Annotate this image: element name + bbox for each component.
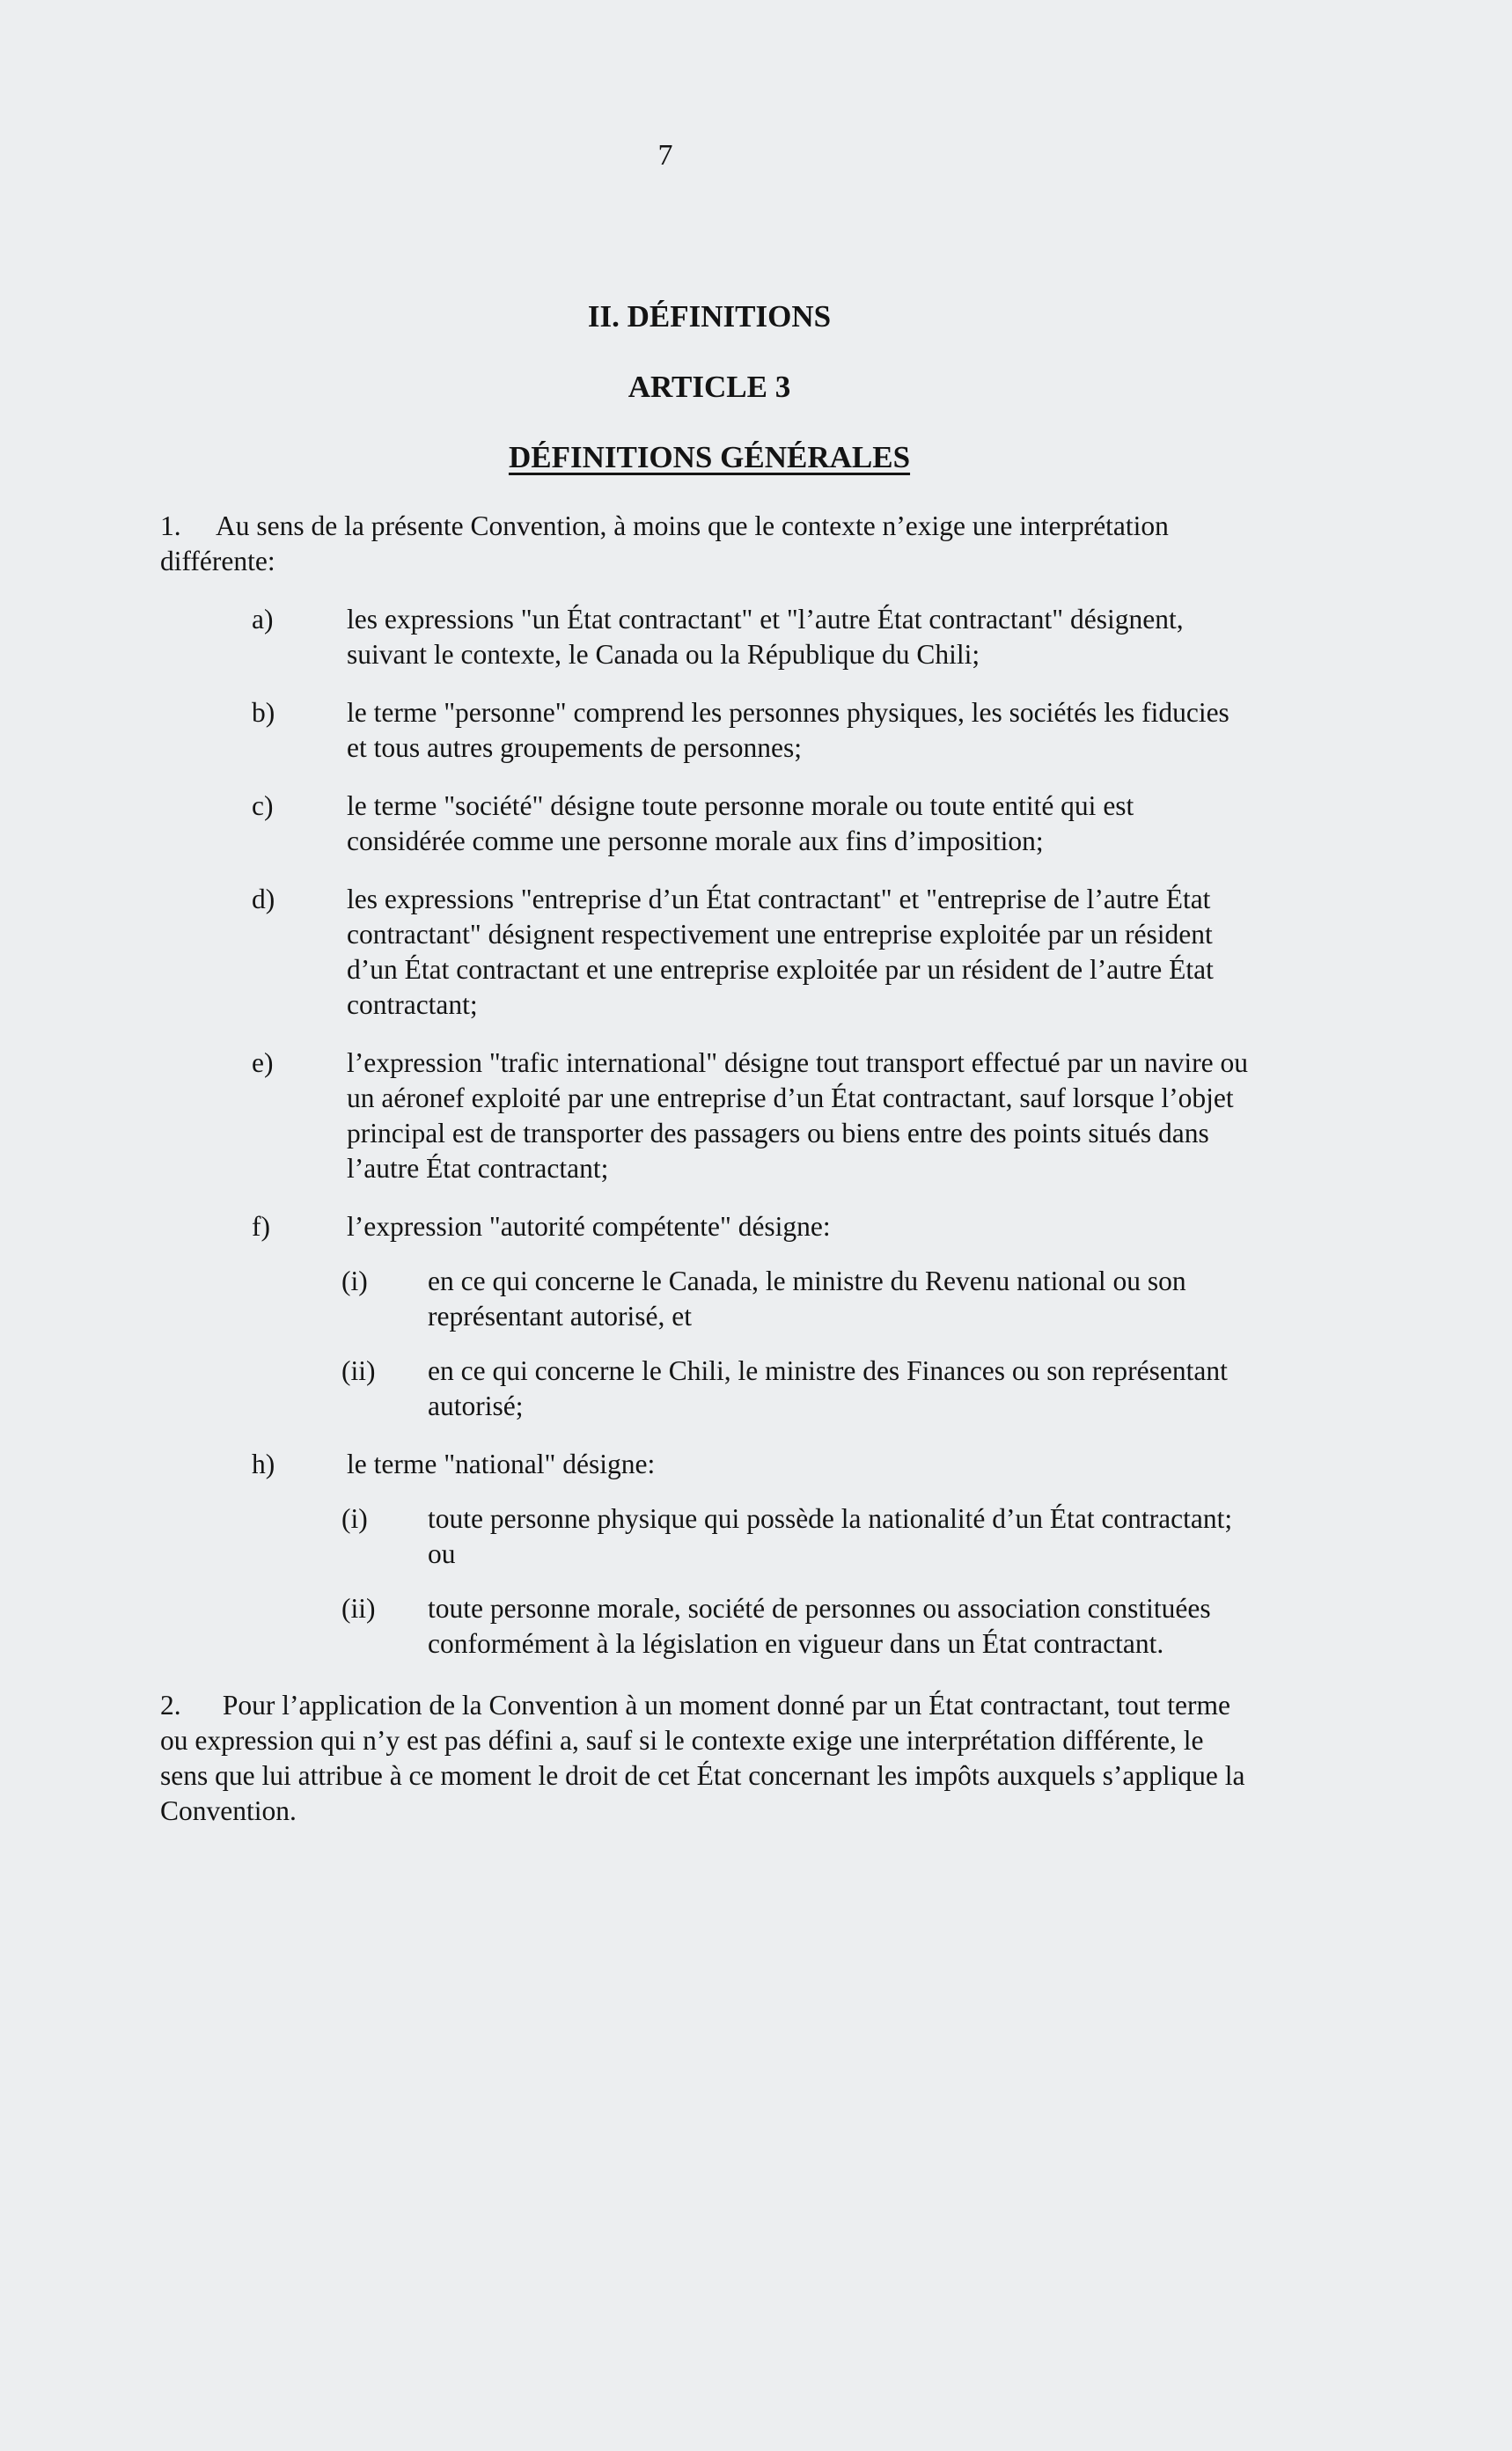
subitem-text: en ce qui concerne le Canada, le ministre du Revenu national ou son représentant autorisé, et (428, 1266, 1186, 1332)
definition-item-f (160, 1209, 1251, 1244)
subitem-label: (i) (341, 1266, 368, 1296)
item-text: l’expression "autorité compétente" désigne: (347, 1211, 831, 1242)
item-label: c) (252, 790, 274, 821)
item-text: le terme "national" désigne: (347, 1449, 656, 1479)
paragraph-1-number: 1. (160, 510, 181, 541)
definition-item-d (160, 882, 1251, 1023)
paragraph-2 (160, 1688, 1251, 1829)
item-label: h) (252, 1449, 275, 1479)
definition-item-b (160, 695, 1251, 766)
definition-subitem-h-i (160, 1501, 1251, 1572)
paragraph-2-number: 2. (160, 1690, 181, 1721)
subitem-label: (i) (341, 1503, 368, 1534)
article-subtitle-wrapper (0, 440, 1419, 475)
item-label: d) (252, 884, 275, 914)
item-label: f) (252, 1211, 270, 1242)
item-text: le terme "société" désigne toute personne morale ou toute entité qui est considérée comme une personne morale aux fins d’imposition; (347, 790, 1134, 856)
paragraph-2-body: Pour l’application de la Convention à un moment donné par un État contractant, tout terme ou expression qui n’y est pas défini a, sauf si le contexte exige une interprétation différente, le sens que lui attribue à ce moment le droit de cet État concernant les impôts auxquels s’applique la Convention. (160, 1690, 1245, 1826)
definition-item-e (160, 1046, 1251, 1186)
item-label: e) (252, 1047, 274, 1078)
paragraph-1-text (160, 509, 1251, 579)
item-text: les expressions "un État contractant" et "l’autre État contractant" désignent, suivant le contexte, le Canada ou la République du Chili; (347, 604, 1184, 670)
item-text: le terme "personne" comprend les personnes physiques, les sociétés les fiducies et tous autres groupements de personnes; (347, 697, 1229, 763)
definition-item-c (160, 789, 1251, 859)
paragraph-2-text (160, 1688, 1251, 1829)
paragraph-1 (160, 509, 1251, 579)
item-text: l’expression "trafic international" désigne tout transport effectué par un navire ou un aéronef exploité par une entreprise d’un État contractant, sauf lorsque l’objet principal est de transporter des passagers ou biens entre des points situés dans l’autre État contractant; (347, 1047, 1249, 1184)
subitem-text: toute personne physique qui possède la nationalité d’un État contractant; ou (428, 1503, 1233, 1569)
definition-subitem-h-ii (160, 1591, 1251, 1662)
definition-item-a (160, 602, 1251, 672)
article-body (160, 509, 1251, 1829)
subitem-label: (ii) (341, 1355, 376, 1386)
section-title: II. DÉFINITIONS (587, 299, 832, 334)
page-number: 7 (657, 139, 673, 172)
subitem-text: toute personne morale, société de personnes ou association constituées conformément à la législation en vigueur dans un État contractant. (428, 1593, 1211, 1659)
paragraph-1-body: Au sens de la présente Convention, à moins que le contexte n’exige une interprétation différente: (160, 510, 1169, 576)
definition-subitem-f-ii (160, 1354, 1251, 1424)
subitem-text: en ce qui concerne le Chili, le ministre des Finances ou son représentant autorisé; (428, 1355, 1228, 1421)
article-subtitle: DÉFINITIONS GÉNÉRALES (508, 440, 911, 474)
definition-item-h (160, 1447, 1251, 1482)
subitem-label: (ii) (341, 1593, 376, 1624)
item-label: a) (252, 604, 274, 635)
item-label: b) (252, 697, 275, 728)
article-title: ARTICLE 3 (628, 370, 791, 404)
item-text: les expressions "entreprise d’un État contractant" et "entreprise de l’autre État contractant" désignent respectivement une entreprise exploitée par un résident d’un État contractant et une entreprise exploitée par un résident de l’autre État contractant; (347, 884, 1214, 1020)
definition-subitem-f-i (160, 1264, 1251, 1334)
